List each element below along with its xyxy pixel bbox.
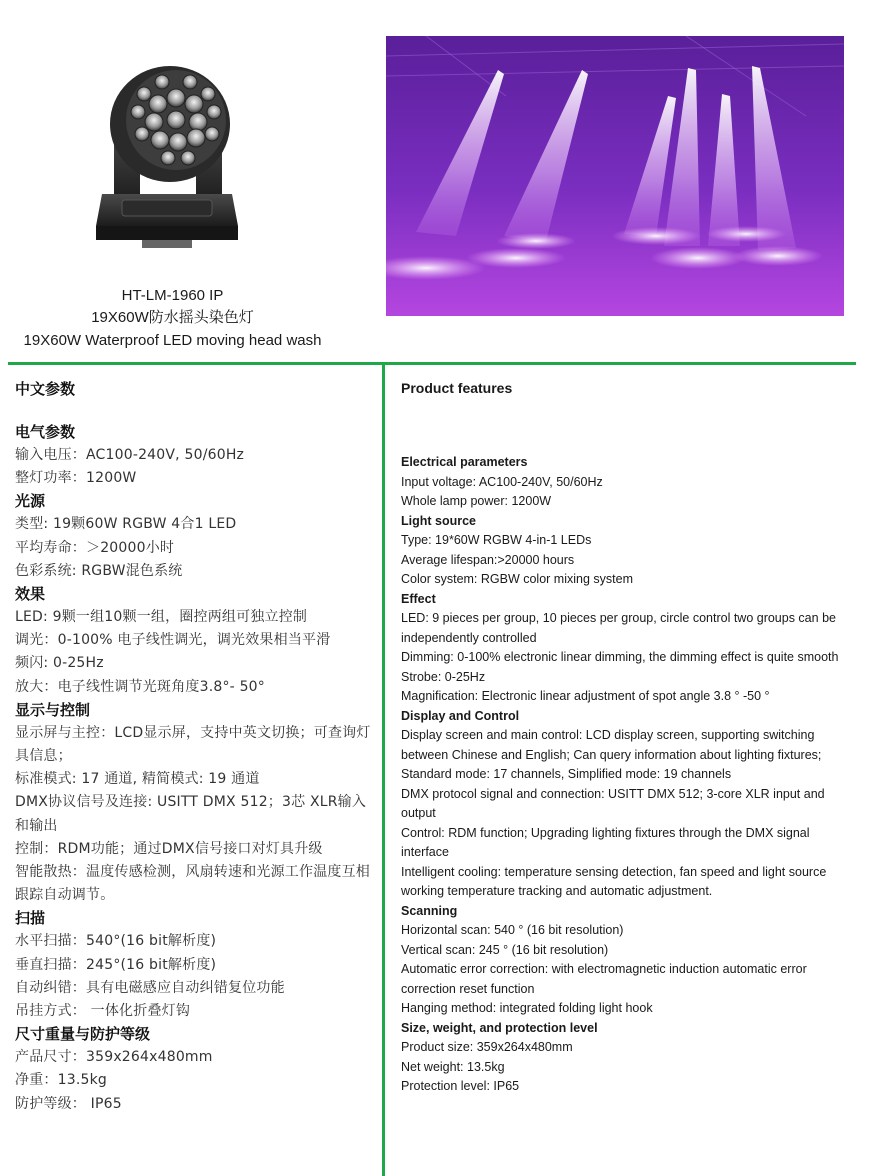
spec-line: Intelligent cooling: temperature sensing detection, fan speed and light source working temperature tracking and automatic adjustment.: [401, 864, 827, 898]
spec-line: 控制：RDM功能；通过DMX信号接口对灯具升级: [15, 840, 323, 857]
stage-beams-photo: [386, 36, 844, 316]
english-spec-column: [401, 378, 853, 1097]
spec-line: Display screen and main control: LCD display screen, supporting switching between Chinese and English; Can query information about lighting fixtures;: [401, 728, 822, 762]
spec-line: Strobe: 0-25Hz: [401, 669, 486, 684]
spec-line: Whole lamp power: 1200W: [401, 494, 552, 508]
spec-line: Color system: RGBW color mixing system: [401, 572, 633, 586]
spec-line: Vertical scan: 245 ° (16 bit resolution): [401, 942, 609, 957]
spec-line: Type: 19*60W RGBW 4-in-1 LEDs: [401, 533, 592, 547]
spec-line: 净重：13.5kg: [15, 1072, 107, 1089]
section-heading: 光源: [15, 492, 46, 511]
vertical-divider: [382, 365, 385, 1176]
spec-line: 整灯功率：1200W: [15, 470, 137, 487]
spec-line: 频闪: 0-25Hz: [15, 655, 104, 672]
spec-line: 输入电压：AC100-240V, 50/60Hz: [15, 447, 245, 463]
spec-line: Dimming: 0-100% electronic linear dimming, the dimming effect is quite smooth: [401, 650, 839, 664]
spec-line: 放大：电子线性调节光斑角度3.8°- 50°: [15, 678, 265, 695]
spec-line: 色彩系统: RGBW混色系统: [15, 562, 183, 579]
section-heading: 效果: [15, 585, 46, 604]
section-heading: Effect: [401, 591, 436, 606]
section-heading: Scanning: [401, 903, 458, 918]
section-heading: 电气参数: [15, 423, 76, 441]
spec-line: LED: 9 pieces per group, 10 pieces per group, circle control two groups can be independently controlled: [401, 611, 836, 645]
spec-line: 自动纠错：具有电磁感应自动纠错复位功能: [15, 979, 285, 996]
spec-line: Product size: 359x264x480mm: [401, 1040, 573, 1054]
spec-line: Automatic error correction: with electromagnetic induction automatic error correction reset function: [401, 962, 807, 996]
spec-line: 智能散热：温度传感检测，风扇转速和光源工作温度互相跟踪自动调节。: [15, 864, 370, 904]
spec-line: Hanging method: integrated folding light hook: [401, 1001, 653, 1015]
spec-line: 标准模式: 17 通道, 精简模式: 19 通道: [15, 771, 260, 788]
english-spec-list: [401, 453, 853, 1097]
fixture-image: [92, 54, 242, 254]
spec-line: 显示屏与主控：LCD显示屏，支持中英文切换；可查询灯具信息；: [15, 724, 371, 765]
product-title-en: 19X60W Waterproof LED moving head wash: [23, 332, 322, 349]
spec-line: Input voltage: AC100-240V, 50/60Hz: [401, 474, 603, 489]
section-heading: Light source: [401, 513, 477, 528]
spec-line: 水平扫描：540°(16 bit解析度): [15, 933, 217, 950]
spec-line: Protection level: IP65: [401, 1079, 520, 1093]
section-heading: 尺寸重量与防护等级: [15, 1025, 151, 1044]
spec-line: DMX protocol signal and connection: USITT DMX 512; 3-core XLR input and output: [401, 786, 825, 820]
spec-line: Average lifespan:>20000 hours: [401, 552, 575, 567]
spec-line: DMX协议信号及连接: USITT DMX 512；3芯 XLR输入和输出: [15, 794, 367, 834]
spec-line: Standard mode: 17 channels, Simplified mode: 19 channels: [401, 767, 732, 781]
section-heading: 显示与控制: [15, 700, 91, 719]
section-heading: Size, weight, and protection level: [401, 1020, 598, 1035]
chinese-spec-title: 中文参数: [15, 380, 76, 398]
spec-line: LED: 9颗一组10颗一组，圈控两组可独立控制: [15, 609, 308, 626]
spec-line: 调光：0-100% 电子线性调光，调光效果相当平滑: [15, 632, 331, 649]
section-heading: 扫描: [15, 909, 46, 928]
chinese-spec-list: [15, 421, 377, 1116]
section-heading: Display and Control: [401, 708, 520, 723]
spec-line: Net weight: 13.5kg: [401, 1059, 505, 1074]
spec-line: 类型: 19颗60W RGBW 4合1 LED: [15, 516, 237, 533]
section-heading: Electrical parameters: [401, 455, 528, 469]
spec-line: 吊挂方式： 一体化折叠灯钩: [15, 1003, 191, 1020]
chinese-spec-column: [15, 378, 377, 1116]
english-spec-title: Product features: [401, 380, 513, 396]
spec-line: 防护等级： IP65: [15, 1095, 122, 1112]
spec-line: Horizontal scan: 540 ° (16 bit resolution): [401, 923, 624, 937]
product-title-cn: 19X60W防水摇头染色灯: [91, 309, 254, 326]
spec-line: Magnification: Electronic linear adjustment of spot angle 3.8 ° -50 °: [401, 689, 770, 703]
model-number: HT-LM-1960 IP: [121, 287, 224, 304]
spec-line: 垂直扫描：245°(16 bit解析度): [15, 956, 217, 973]
spec-line: 平均寿命：＞20000小时: [15, 539, 175, 556]
spec-line: Control: RDM function; Upgrading lighting fixtures through the DMX signal interface: [401, 825, 810, 859]
horizontal-divider: [8, 362, 856, 365]
spec-line: 产品尺寸：359x264x480mm: [15, 1049, 213, 1066]
